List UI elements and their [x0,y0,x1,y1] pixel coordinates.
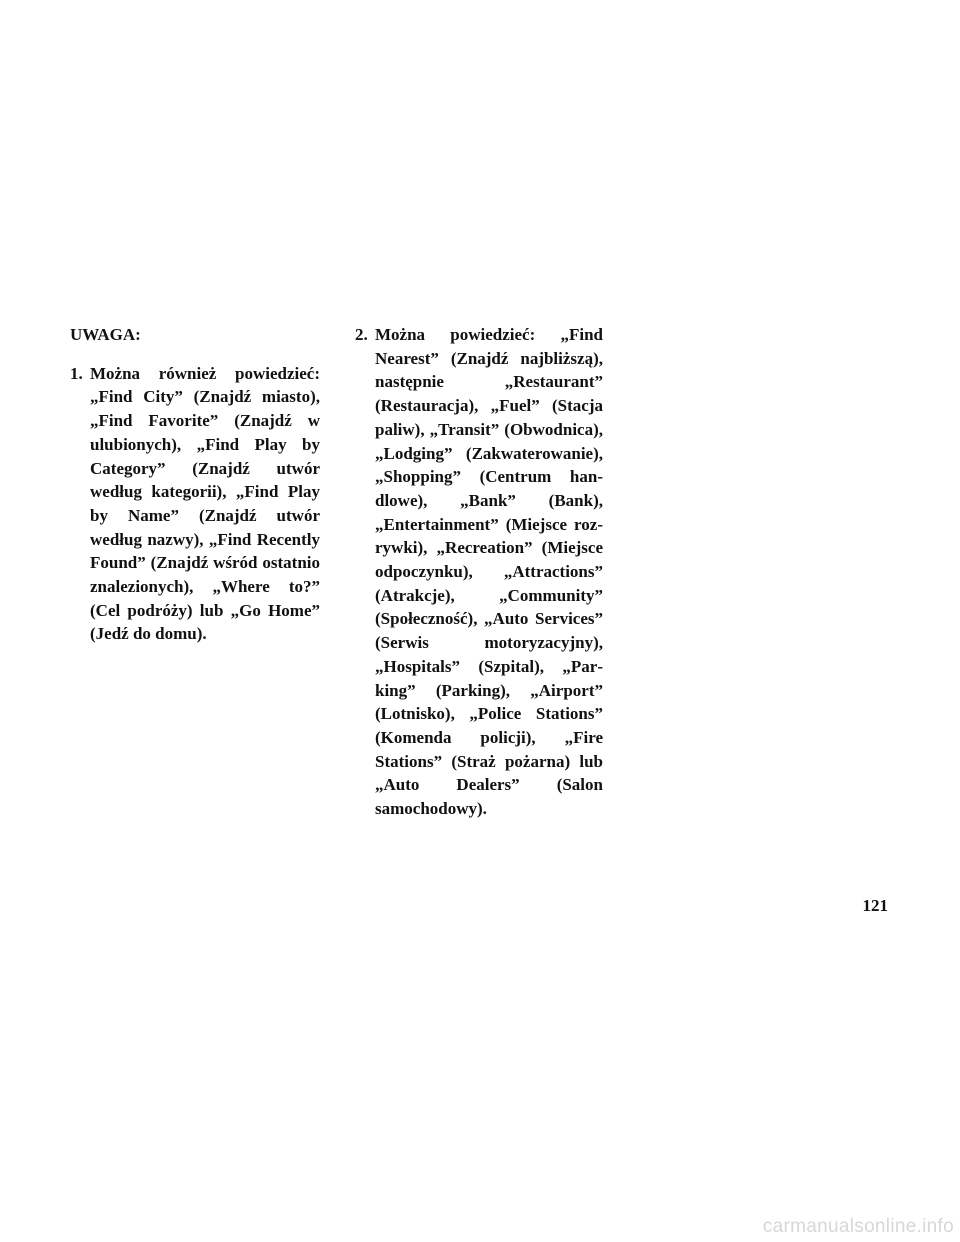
right-column [355,323,603,821]
list-item-text: Można powiedzieć: „Find Nearest” (Znajdź najbliższą), następnie „Restaurant” (Restauracja), „Fuel” (Stacja paliw), „Transit” (Obwodnica), „Lodging” (Zakwaterowanie), „Shopping” (Centrum handlowe), „Bank” (Bank), „Entertainment” (Miejsce rozrywki), „Recreation” (Miejsce odpoczynku), „Attractions” (Atrakcje), „Community” (Społeczność), „Auto Services” (Serwis motoryzacyjny), „Hospitals” (Szpital), „Parking” (Parking), „Airport” (Lotnisko), „Police Stations” (Komenda policji), „Fire Stations” (Straż pożarna) lub „Auto Dealers” (Salon samochodowy). [375,325,603,819]
list-item-text: Można również powiedzieć: „Find City” (Znajdź miasto), „Find Favorite” (Znajdź w ulubionych), „Find Play by Category” (Znajdź utwór według kategorii), „Find Play by Name” (Znajdź utwór według nazwy), „Find Recently Found” (Znajdź wśród ostatnio znalezionych), „Where to?” (Cel podróży) lub „Go Home” (Jedź do domu). [90,363,320,644]
note-heading: UWAGA: [70,325,141,344]
list-item-number: 1. [70,363,83,383]
list-item-number: 2. [355,325,368,344]
list-item-1 [70,362,320,646]
watermark-text: carmanualsonline.info [762,1216,954,1237]
page-number: 121 [862,896,888,915]
left-column [70,323,320,646]
list-item-2 [355,323,603,821]
